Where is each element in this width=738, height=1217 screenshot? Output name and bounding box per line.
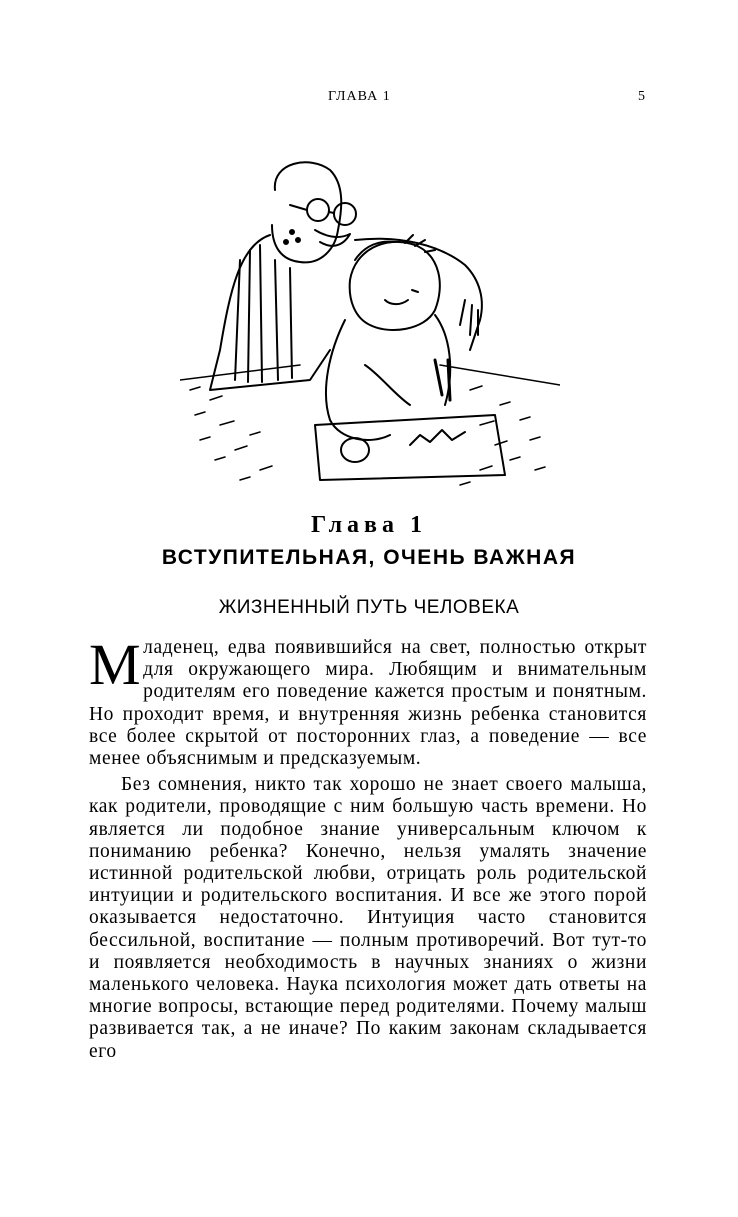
running-head [88, 89, 646, 109]
section-title: ЖИЗНЕННЫЙ ПУТЬ ЧЕЛОВЕКА [218, 597, 520, 618]
chapter-title: ВСТУПИТЕЛЬНАЯ, ОЧЕНЬ ВАЖНАЯ [161, 546, 577, 569]
running-title: ГЛАВА 1 [328, 89, 391, 104]
chapter-label: Глава 1 [311, 512, 427, 538]
drop-cap: М [89, 632, 142, 697]
page-number: 5 [638, 89, 646, 104]
grandfather [210, 162, 482, 390]
cutout-circle [341, 438, 369, 462]
paragraph-2: Без сомнения, никто так хорошо не знает своего малыша, как родители, проводящие с ним большую часть времени. Но является ли подобное знание универсальным ключом к пониманию ребенка? Конечно, нельзя умалять значение истинной родительской любви, отрицать роль родительской интуиции и родительского воспитания. И все же этого порой оказывается недостаточно. Интуиция часто становится бессильной, воспитание — полным противоречий. Вот тут-то и появляется необходимость в научных знаниях о жизни маленького человека. Наука психология может дать ответы на многие вопросы, встающие перед родителями. Почему малыш развивается так, а не иначе? По каким законам складывается его [89, 774, 647, 1062]
child [326, 235, 450, 440]
chapter-illustration [180, 150, 560, 500]
cutout-zigzag [410, 430, 465, 445]
paper-sheet [315, 415, 505, 480]
paragraph-1-text: ладенец, едва появившийся на свет, полностью открыт для окружающего мира. Любящим и внимательным родителям его поведение кажется простым и понятным. Но проходит время, и внутренняя жизнь ребенка становится все более скрытой от посторонних глаз, а поведение — все менее объяснимым и предсказуемым. [89, 637, 647, 770]
paragraph-1 [89, 632, 647, 770]
body-text [89, 632, 647, 1063]
